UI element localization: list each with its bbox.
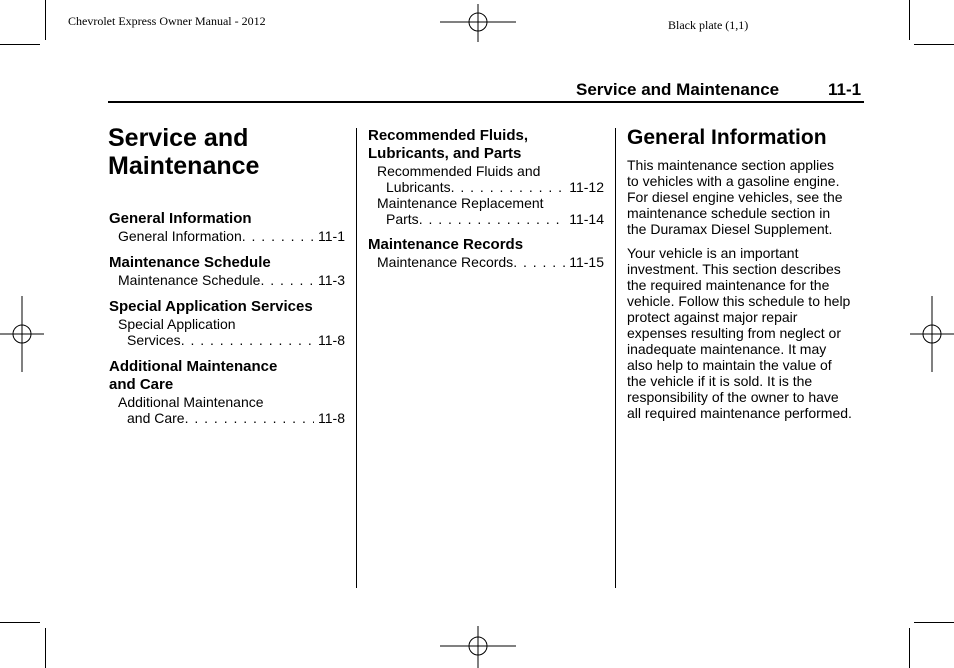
toc-entry-general-information[interactable]: General Information . . . 11-1 (109, 228, 345, 244)
toc-section (368, 127, 604, 227)
toc-entry-fluids-line1[interactable]: Recommended Fluids and (377, 163, 541, 179)
toc-heading: Recommended Fluids, (368, 127, 529, 144)
toc-entry-special-application-line1[interactable]: Special Application (118, 316, 236, 332)
toc-section (109, 298, 345, 348)
registration-mark-top (440, 0, 516, 44)
general-information-column (627, 126, 867, 421)
toc-column-1 (109, 210, 345, 426)
toc-heading-line2: Lubricants, and Parts (368, 145, 522, 162)
plate-label: Black plate (1,1) (668, 18, 749, 32)
registration-mark-right (910, 296, 954, 372)
toc-section (109, 254, 345, 288)
toc-entry-maintenance-records[interactable]: Maintenance Records . . . 11-15 (368, 254, 604, 270)
general-information-paragraph-2: Your vehicle is an important investment. This section describes the required maintenance for the vehicle. Follow this schedule to help protect against major repair expenses resulting from neglect or inadequate maintenance. It may also help to maintain the value of the vehicle if it is sold. It is the responsibility of the owner to have all required maintenance performed. (627, 245, 852, 421)
toc-entry-replacement-parts-line1[interactable]: Maintenance Replacement (377, 195, 544, 211)
toc-heading: Maintenance Records (368, 236, 524, 253)
toc-entry-replacement-parts-line2[interactable]: Parts . . . 11-14 (368, 211, 604, 227)
toc-heading: Maintenance Schedule (109, 254, 271, 271)
toc-section (368, 236, 604, 270)
column-divider-2 (615, 128, 616, 588)
toc-entry-additional-maintenance-line1[interactable]: Additional Maintenance (118, 394, 264, 410)
toc-entry-additional-maintenance-line2[interactable]: and Care . . . 11-8 (109, 410, 345, 426)
running-header-section: Service and Maintenance (576, 80, 780, 99)
general-information-heading: General Information (627, 126, 827, 149)
page-title: Service and Maintenance (108, 124, 260, 180)
manual-name: Chevrolet Express Owner Manual - 2012 (68, 14, 266, 28)
toc-heading: Special Application Services (109, 298, 313, 315)
toc-section (109, 210, 345, 244)
toc-entry-maintenance-schedule[interactable]: Maintenance Schedule . . . 11-3 (109, 272, 345, 288)
registration-mark-bottom (440, 624, 516, 668)
header-rule (108, 101, 864, 103)
registration-mark-left (0, 296, 44, 372)
general-information-paragraph-1: This maintenance section applies to vehicles with a gasoline engine. For diesel engine vehicles, see the maintenance schedule section in the Duramax Diesel Supplement. (627, 157, 843, 237)
toc-entry-fluids-line2[interactable]: Lubricants . . . 11-12 (368, 179, 604, 195)
toc-column-2 (368, 127, 604, 270)
running-header-page: 11-1 (828, 80, 862, 99)
toc-entry-special-application-line2[interactable]: Services . . . 11-8 (109, 332, 345, 348)
toc-heading: General Information (109, 210, 252, 227)
column-divider-1 (356, 128, 357, 588)
toc-section (109, 358, 345, 426)
toc-heading-line2: and Care (109, 376, 174, 393)
toc-heading: Additional Maintenance (109, 358, 278, 375)
